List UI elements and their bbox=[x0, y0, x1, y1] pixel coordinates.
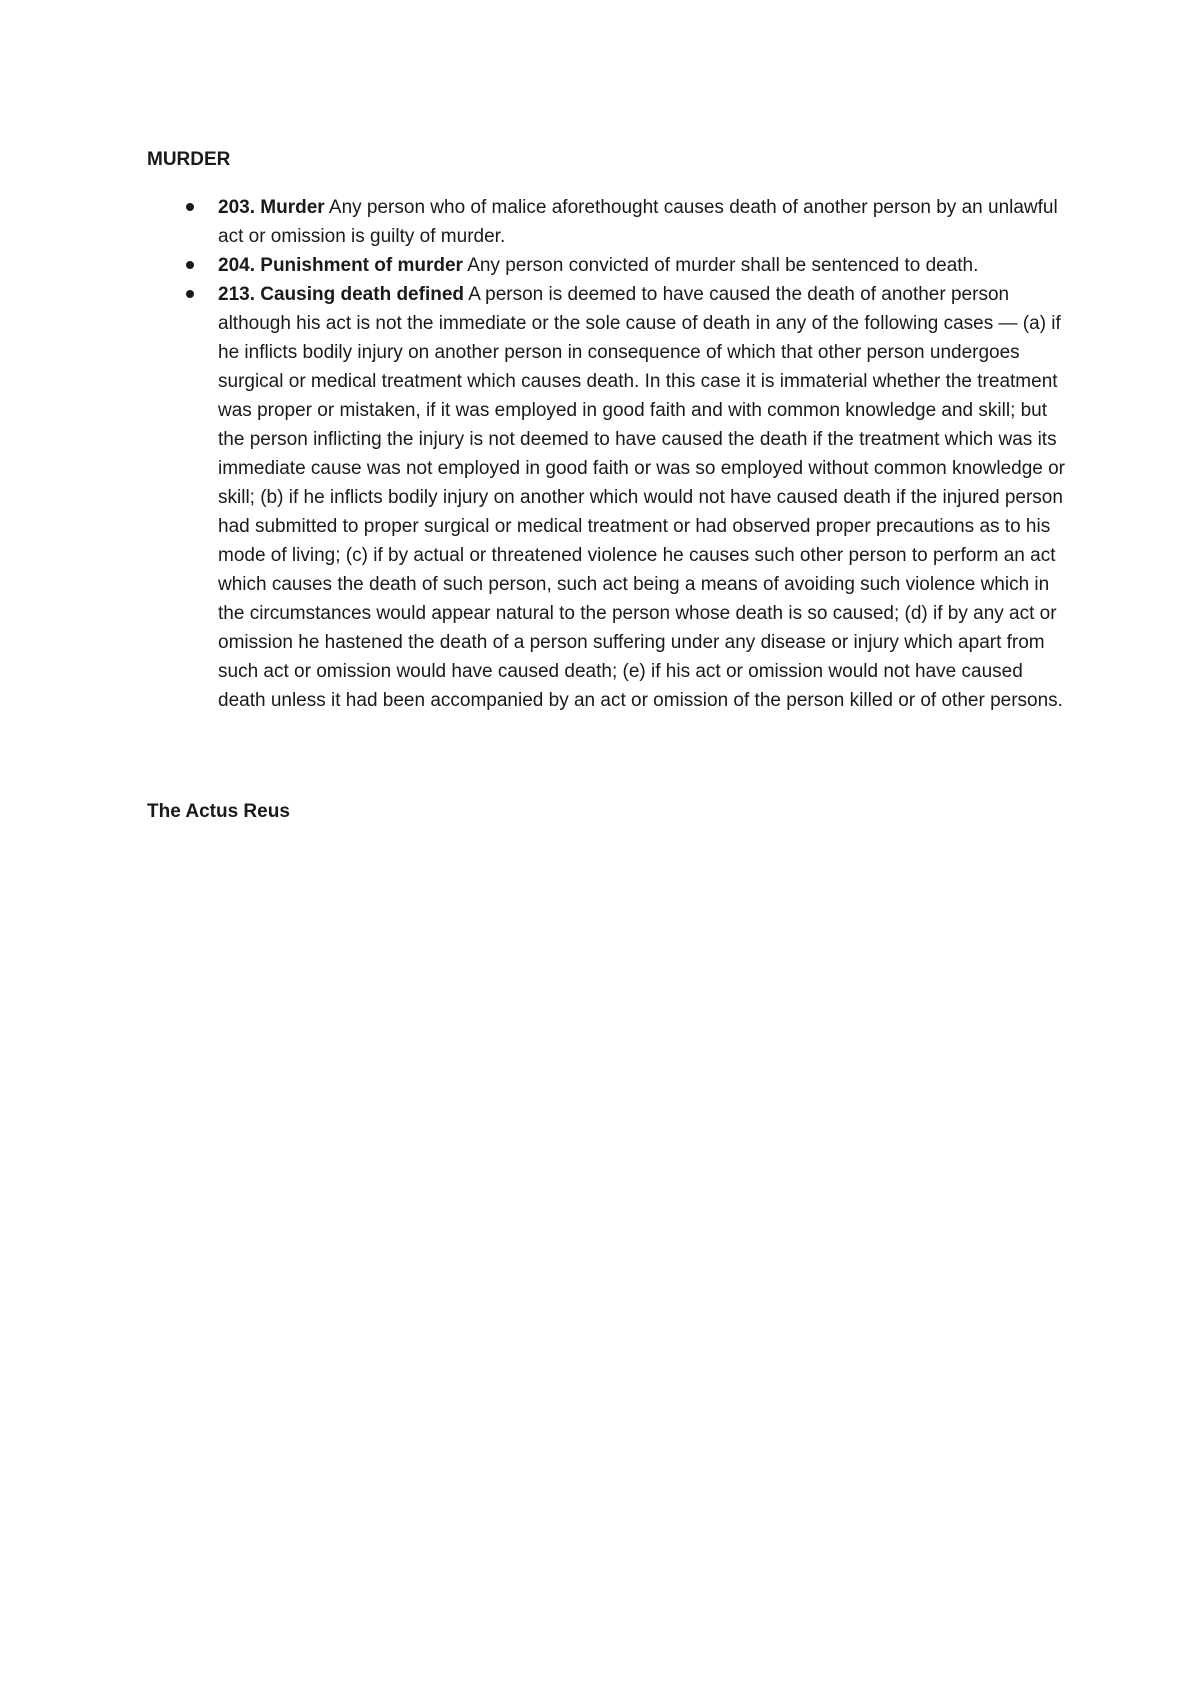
subsection-heading: The Actus Reus bbox=[147, 801, 290, 822]
section-text: A person is deemed to have caused the death of another person although his act is not the immediate or the sole cause of death in any of the following cases — (a) if he inflicts bodily injury on another person in consequence of which that other person undergoes surgical or medical treatment which causes death. In this case it is immaterial whether the treatment was proper or mistaken, if it was employed in good faith and with common knowledge and skill; but the person inflicting the injury is not deemed to have caused the death if the treatment which was its immediate cause was not employed in good faith or was so employed without common knowledge or skill; (b) if he inflicts bodily injury on another which would not have caused death if the injured person had submitted to proper surgical or medical treatment or had observed proper precautions as to his mode of living; (c) if by actual or threatened violence he causes such other person to perform an act which causes the death of such person, such act being a means of avoiding such violence which in the circumstances would appear natural to the person whose death is so caused; (d) if by any act or omission he hastened the death of a person suffering under any disease or injury which apart from such act or omission would have caused death; (e) if his act or omission would not have caused death unless it had been accompanied by an act or omission of the person killed or of other persons. bbox=[218, 284, 1066, 711]
section-number: 203. bbox=[218, 197, 255, 218]
section-text: Any person who of malice aforethought causes death of another person by an unlawful act or omission is guilty of murder. bbox=[218, 197, 1058, 247]
section-number: 204. bbox=[218, 255, 255, 276]
provisions-list bbox=[218, 193, 1068, 715]
bullet-icon bbox=[186, 261, 194, 269]
section-number: 213. bbox=[218, 284, 255, 305]
list-item bbox=[218, 280, 1068, 715]
section-title: Murder bbox=[260, 197, 325, 218]
list-item bbox=[218, 251, 1068, 280]
list-item bbox=[218, 193, 1068, 251]
section-text: Any person convicted of murder shall be sentenced to death. bbox=[467, 255, 979, 276]
section-heading: MURDER bbox=[147, 149, 231, 170]
bullet-icon bbox=[186, 290, 194, 298]
section-title: Punishment of murder bbox=[260, 255, 463, 276]
bullet-icon bbox=[186, 203, 194, 211]
section-title: Causing death defined bbox=[260, 284, 465, 305]
